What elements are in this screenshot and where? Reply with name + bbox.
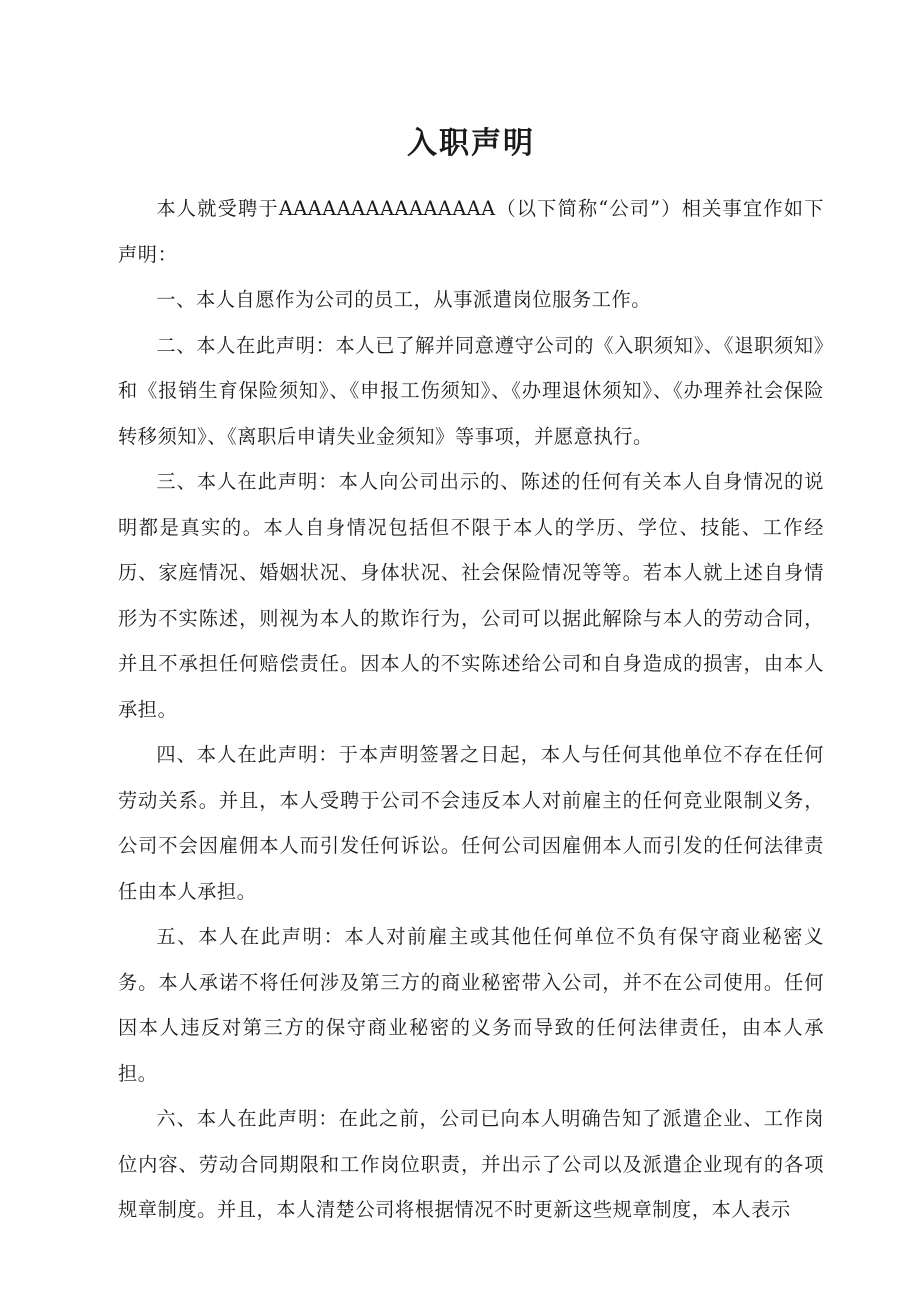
- clause-6: 六、本人在此声明：在此之前，公司已向本人明确告知了派遣企业、工作岗位内容、劳动合同期限和工作岗位职责，并出示了公司以及派遣企业现有的各项规章制度。并且，本人清楚公司将根据情况不时更新这些规章制度，本人表示: [118, 1107, 824, 1221]
- clause-4: 四、本人在此声明：于本声明签署之日起，本人与任何其他单位不存在任何劳动关系。并且，本人受聘于公司不会违反本人对前雇主的任何竞业限制义务，公司不会因雇佣本人而引发任何诉讼。任何公司因雇佣本人而引发的任何法律责任由本人承担。: [118, 743, 824, 903]
- clause-5: 五、本人在此声明：本人对前雇主或其他任何单位不负有保守商业秘密义务。本人承诺不将任何涉及第三方的商业秘密带入公司，并不在公司使用。任何因本人违反对第三方的保守商业秘密的义务而导致的任何法律责任，由本人承担。: [118, 925, 824, 1085]
- clause-2: 二、本人在此声明：本人已了解并同意遵守公司的《入职须知》、《退职须知》和《报销生育保险须知》、《申报工伤须知》、《办理退休须知》、《办理养社会保险转移须知》、《离职后申请失业金须知》等事项，并愿意执行。: [118, 333, 824, 448]
- clause-3: 三、本人在此声明：本人向公司出示的、陈述的任何有关本人自身情况的说明都是真实的。本人自身情况包括但不限于本人的学历、学位、技能、工作经历、家庭情况、婚姻状况、身体状况、社会保险情况等等。若本人就上述自身情形为不实陈述，则视为本人的欺诈行为，公司可以据此解除与本人的劳动合同，并且不承担任何赔偿责任。因本人的不实陈述给公司和自身造成的损害，由本人承担。: [118, 470, 824, 721]
- document-title: 入职声明: [407, 126, 535, 161]
- clause-1: 一、本人自愿作为公司的员工，从事派遣岗位服务工作。: [156, 288, 652, 311]
- intro-paragraph: 本人就受聘于AAAAAAAAAAAAAAA（以下简称“公司”）相关事宜作如下声明：: [118, 197, 824, 266]
- document-page: [118, 0, 824, 1233]
